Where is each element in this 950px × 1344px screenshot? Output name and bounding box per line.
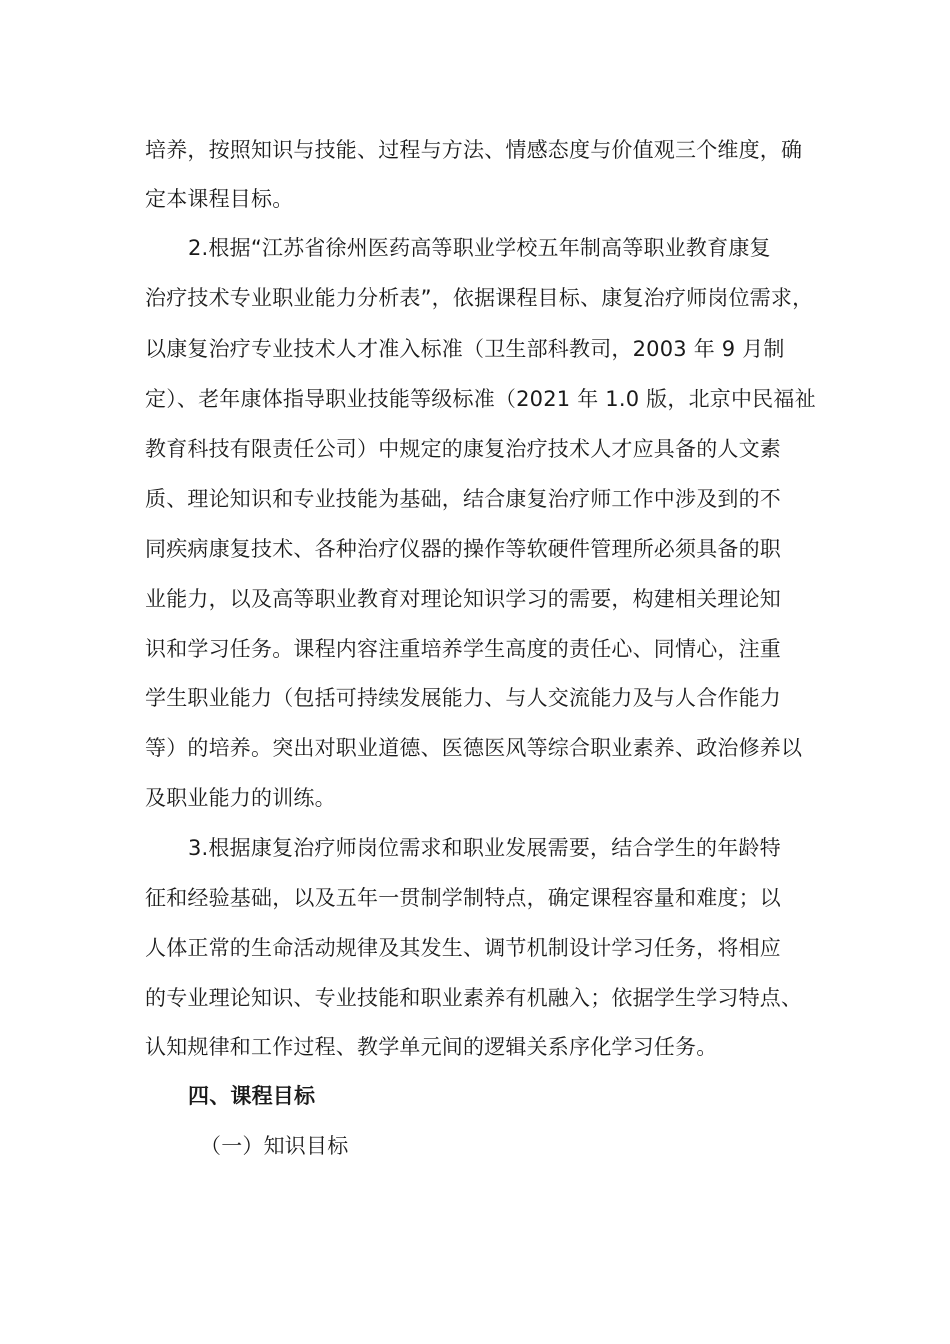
subsection-heading: （一）知识目标 xyxy=(200,1134,349,1158)
paragraph-3-line-1: 3.根据康复治疗师岗位需求和职业发展需要，结合学生的年龄特 xyxy=(188,836,781,860)
paragraph-2-line-4: 定）、老年康体指导职业技能等级标准（2021 年 1.0 版，北京中民福祉 xyxy=(145,387,816,411)
paragraph-2-line-5: 教育科技有限责任公司）中规定的康复治疗技术人才应具备的人文素 xyxy=(145,437,781,461)
paragraph-3-line-4: 的专业理论知识、专业技能和职业素养有机融入；依据学生学习特点、 xyxy=(145,986,803,1010)
section-heading: 四、课程目标 xyxy=(188,1084,316,1108)
paragraph-2-line-3: 以康复治疗专业技术人才准入标准（卫生部科教司，2003 年 9 月制 xyxy=(145,337,785,361)
paragraph-2-line-9: 识和学习任务。课程内容注重培养学生高度的责任心、同情心，注重 xyxy=(145,637,781,661)
paragraph-2-line-7: 同疾病康复技术、各种治疗仪器的操作等软硬件管理所必须具备的职 xyxy=(145,537,781,561)
paragraph-1-line-1: 培养，按照知识与技能、过程与方法、情感态度与价值观三个维度，确 xyxy=(145,138,803,162)
paragraph-3-line-3: 人体正常的生命活动规律及其发生、调节机制设计学习任务，将相应 xyxy=(145,936,781,960)
paragraph-2-line-12: 及职业能力的训练。 xyxy=(145,786,336,810)
paragraph-2-line-6: 质、理论知识和专业技能为基础，结合康复治疗师工作中涉及到的不 xyxy=(145,487,781,511)
paragraph-2-line-2: 治疗技术专业职业能力分析表”，依据课程目标、康复治疗师岗位需求， xyxy=(145,286,814,310)
paragraph-2-line-8: 业能力，以及高等职业教育对理论知识学习的需要，构建相关理论知 xyxy=(145,587,781,611)
paragraph-2-line-1: 2.根据“江苏省徐州医药高等职业学校五年制高等职业教育康复 xyxy=(188,236,771,260)
paragraph-2-line-11: 等）的培养。突出对职业道德、医德医风等综合职业素养、政治修养以 xyxy=(145,736,803,760)
paragraph-3-line-5: 认知规律和工作过程、教学单元间的逻辑关系序化学习任务。 xyxy=(145,1035,718,1059)
paragraph-1-line-2: 定本课程目标。 xyxy=(145,187,294,211)
paragraph-2-line-10: 学生职业能力（包括可持续发展能力、与人交流能力及与人合作能力 xyxy=(145,686,781,710)
paragraph-3-line-2: 征和经验基础，以及五年一贯制学制特点，确定课程容量和难度；以 xyxy=(145,886,781,910)
